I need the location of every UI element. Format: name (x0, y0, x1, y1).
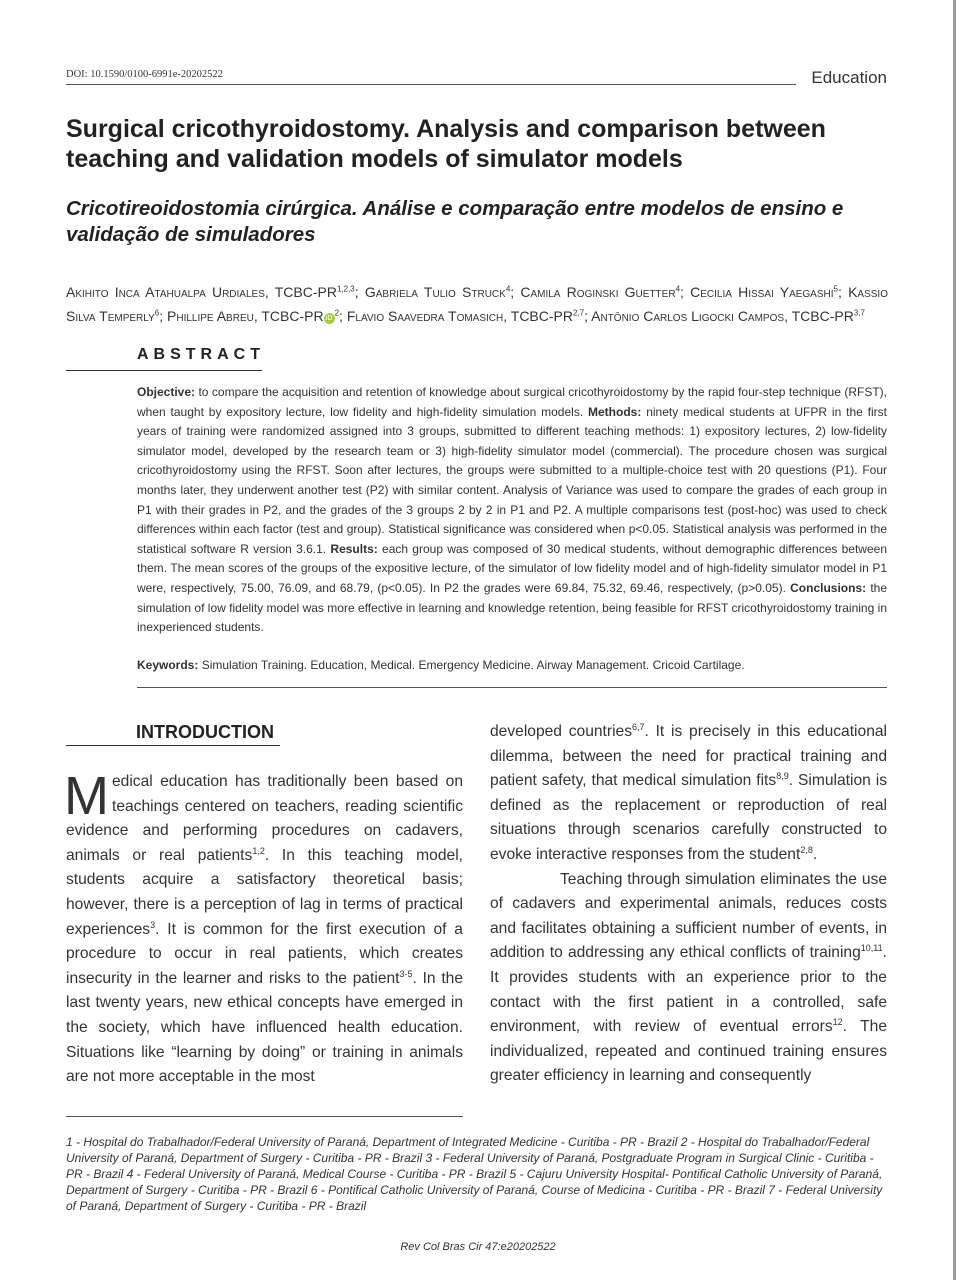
author-separator: ; (339, 308, 347, 325)
objective-text: to compare the acquisition and retention of knowledge about surgical cricothyroidostomy by the rapid four-step technique (RFST), when taught by expository lecture, low fidelity and high-fidelity simulation models. (137, 385, 887, 419)
author-affiliation-ref: 2 (334, 308, 340, 318)
abstract-heading: ABSTRACT (137, 346, 265, 363)
citation-ref[interactable]: 8,9 (776, 771, 789, 781)
objective-label: Objective: (137, 385, 196, 399)
body-text: . (812, 845, 818, 863)
citation-ref[interactable]: 3-5 (399, 968, 413, 979)
author-affiliation-ref: 4 (505, 284, 511, 293)
body-text: . The individualized, repeated and continued training ensures greater efficiency in learning and consequently (490, 1018, 887, 1085)
methods-text: ninety medical students at UFPR in the first years of training were randomized assigned into 3 groups, submitted to different teaching methods: 1) expository lectures, 2) low-fidelity simulator model, developed by the research team or 3) high-fidelity simulator model (commercial). The procedure chosen was surgical cricothyroidostomy using the RFST. Soon after lectures, the groups were submitted to a multiple-choice test with 20 questions (P1). Four months later, they underwent another test (P2) with similar content. Analysis of Variance was used to compare the grades of each group in P1 with their grades in P2, and the grades of the 3 groups 2 by 2 in P1 and P2. A multiple comparisons test (post-hoc) was used to check differences within each factor (test and group). Statistical significance was considered when p<0.05. Statistical analysis was performed in the statistical software R version 3.6.1. (137, 404, 887, 556)
author-name: Kassio Silva Temperly (66, 283, 888, 325)
body-text: . It is precisely in this educational dilemma, between the need for practical training and patient safety, that medical simulation fits (490, 723, 887, 790)
article-title: Surgical cricothyroidostomy. Analysis and comparison between teaching and validation models of simulator models (66, 115, 826, 173)
citation-ref[interactable]: 10,11 (860, 943, 883, 954)
body-text: edical education has traditionally been based on teachings centered on teachers, reading scientific evidence and performing procedures on cadavers, animals or real patients (66, 773, 463, 864)
author-affiliation-ref: 3,7 (853, 308, 865, 318)
author-separator: ; (584, 308, 592, 325)
author-entry (66, 284, 365, 300)
header-divider (66, 84, 796, 85)
introduction-left-column (64, 766, 463, 1090)
author-separator: ; (510, 283, 521, 300)
results-text: each group was composed of 30 medical students, without demographic differences between them. The mean scores of the groups of the expositive lecture, of the simulator of low fidelity model and of high-fidelity simulator model in P1 were, respectively, 75.00, 76.09, and 68.79, (p<0.05). In P2 the grades were 69.84, 75.32, 69.46, respectively, (p>0.05). (137, 541, 887, 595)
body-text: . In the last twenty years, new ethical concepts have emerged in the society, which have influenced health education. Situations like “learning by doing” or training in animals are not more acceptable in the most (66, 969, 463, 1086)
introduction-heading-underline (66, 745, 280, 746)
author-name: Phillipe Abreu (167, 308, 254, 325)
body-text: . Simulation is defined as the replacement or reproduction of real situations through scenarios carefully constructed to evoke interactive responses from the student (490, 772, 887, 863)
body-text: . In this teaching model, students acquire a satisfactory theoretical basis; however, there is a perception of lag in terms of practical experiences (66, 846, 463, 938)
journal-citation-footer: Rev Col Bras Cir 47:e20202522 (400, 1241, 556, 1253)
abstract-body (137, 383, 887, 638)
author-affiliation-ref: 1,2,3 (336, 284, 355, 293)
author-entry (690, 284, 848, 300)
conclusions-label: Conclusions: (790, 580, 867, 595)
conclusions-text: the simulation of low fidelity model was more effective in learning and knowledge retention, being feasible for RFST cricothyroidostomy training in inexperienced students. (137, 580, 888, 635)
citation-ref[interactable]: 3 (150, 919, 156, 930)
author-name: Flavio Saavedra Tomasich (346, 308, 504, 325)
author-separator: ; (837, 283, 849, 300)
citation-ref[interactable]: 2,8 (800, 844, 813, 855)
drop-cap-letter: M (64, 766, 109, 826)
author-entry (591, 308, 865, 324)
article-subtitle-portuguese: Cricotireoidostomia cirúrgica. Análise e comparação entre modelos de ensino e validação de simuladores (66, 197, 844, 246)
introduction-heading: INTRODUCTION (136, 722, 274, 742)
author-affiliation-ref: 6 (154, 308, 160, 318)
doi-text[interactable]: DOI: 10.1590/0100-6991e-20202522 (66, 69, 223, 80)
author-name: Antônio Carlos Ligocki Campos (591, 308, 785, 325)
abstract-heading-underline (66, 370, 262, 371)
body-text: Teaching through simulation eliminates the use of cadavers and experimental animals, reduces costs and facilitates obtaining a sufficient number of events, in addition to addressing any ethical conflicts of training (490, 870, 887, 962)
author-affiliation-ref: 2,7 (572, 308, 585, 318)
author-credential: , TCBC-PR (264, 283, 337, 300)
orcid-icon[interactable]: iD (324, 313, 335, 324)
keywords-label: Keywords: (137, 658, 199, 672)
affiliations-footnote: 1 - Hospital do Trabalhador/Federal University of Paraná, Department of Integrated Medicine - Curitiba - PR - Brazil 2 - Hospital do Trabalhador/Federal University of Paraná, Department of Surgery - Curitiba - PR - Brazil 3 - Federal University of Paraná, Postgraduate Program in Surgical Clinic - Curitiba - PR - Brazil 4 - Federal University of Paraná, Medical Course - Curitiba - PR - Brazil 5 - Cajuru University Hospital- Pontifical Catholic University of Paraná, Department of Surgery - Curitiba - PR - Brazil 6 - Pontifical Catholic University of Paraná, Course of Medicina - Curitiba - PR - Brazil 7 - Federal University of Paraná, Department of Surgery - Curitiba - PR - Brazil (66, 1135, 883, 1213)
body-text: developed countries (490, 723, 632, 740)
author-separator: ; (159, 308, 168, 325)
citation-ref[interactable]: 1,2 (252, 845, 265, 856)
body-text: . It is common for the first execution of a procedure to occur in real patients, which creates insecurity in the learner and risks to the patient (66, 920, 463, 987)
author-list (66, 278, 888, 327)
author-name: Camila Roginski Guetter (520, 283, 676, 300)
author-name: Cecilia Hissai Yaegashi (690, 283, 834, 300)
keywords (137, 658, 887, 672)
author-separator: ; (680, 283, 691, 300)
author-name: Gabriela Tulio Struck (364, 283, 506, 300)
keywords-divider (137, 687, 887, 688)
body-text: . It provides students with an experience prior to the contact with the first patient in a controlled, safe environment, with review of eventual errors (490, 944, 887, 1036)
author-entry (167, 308, 347, 324)
author-entry (520, 284, 690, 300)
author-affiliation-ref: 5 (833, 284, 838, 293)
citation-ref[interactable]: 12 (832, 1016, 843, 1027)
author-entry (347, 308, 591, 324)
author-name: Akihito Inca Atahualpa Urdiales (66, 283, 265, 300)
section-label: Education (811, 68, 887, 87)
author-affiliation-ref: 4 (675, 284, 681, 293)
author-entry (365, 284, 521, 300)
footnote-divider (66, 1116, 463, 1117)
results-label: Results: (330, 541, 378, 556)
author-separator: ; (354, 283, 365, 300)
methods-label: Methods: (588, 404, 642, 419)
citation-ref[interactable]: 6,7 (632, 721, 645, 732)
author-credential: , TCBC-PR (253, 308, 324, 325)
author-credential: , TCBC-PR (784, 308, 854, 325)
author-credential: , TCBC-PR (503, 308, 573, 325)
introduction-right-column (490, 720, 887, 1089)
keywords-text: Simulation Training. Education, Medical. Emergency Medicine. Airway Management. Cricoid Cartilage. (198, 658, 745, 672)
